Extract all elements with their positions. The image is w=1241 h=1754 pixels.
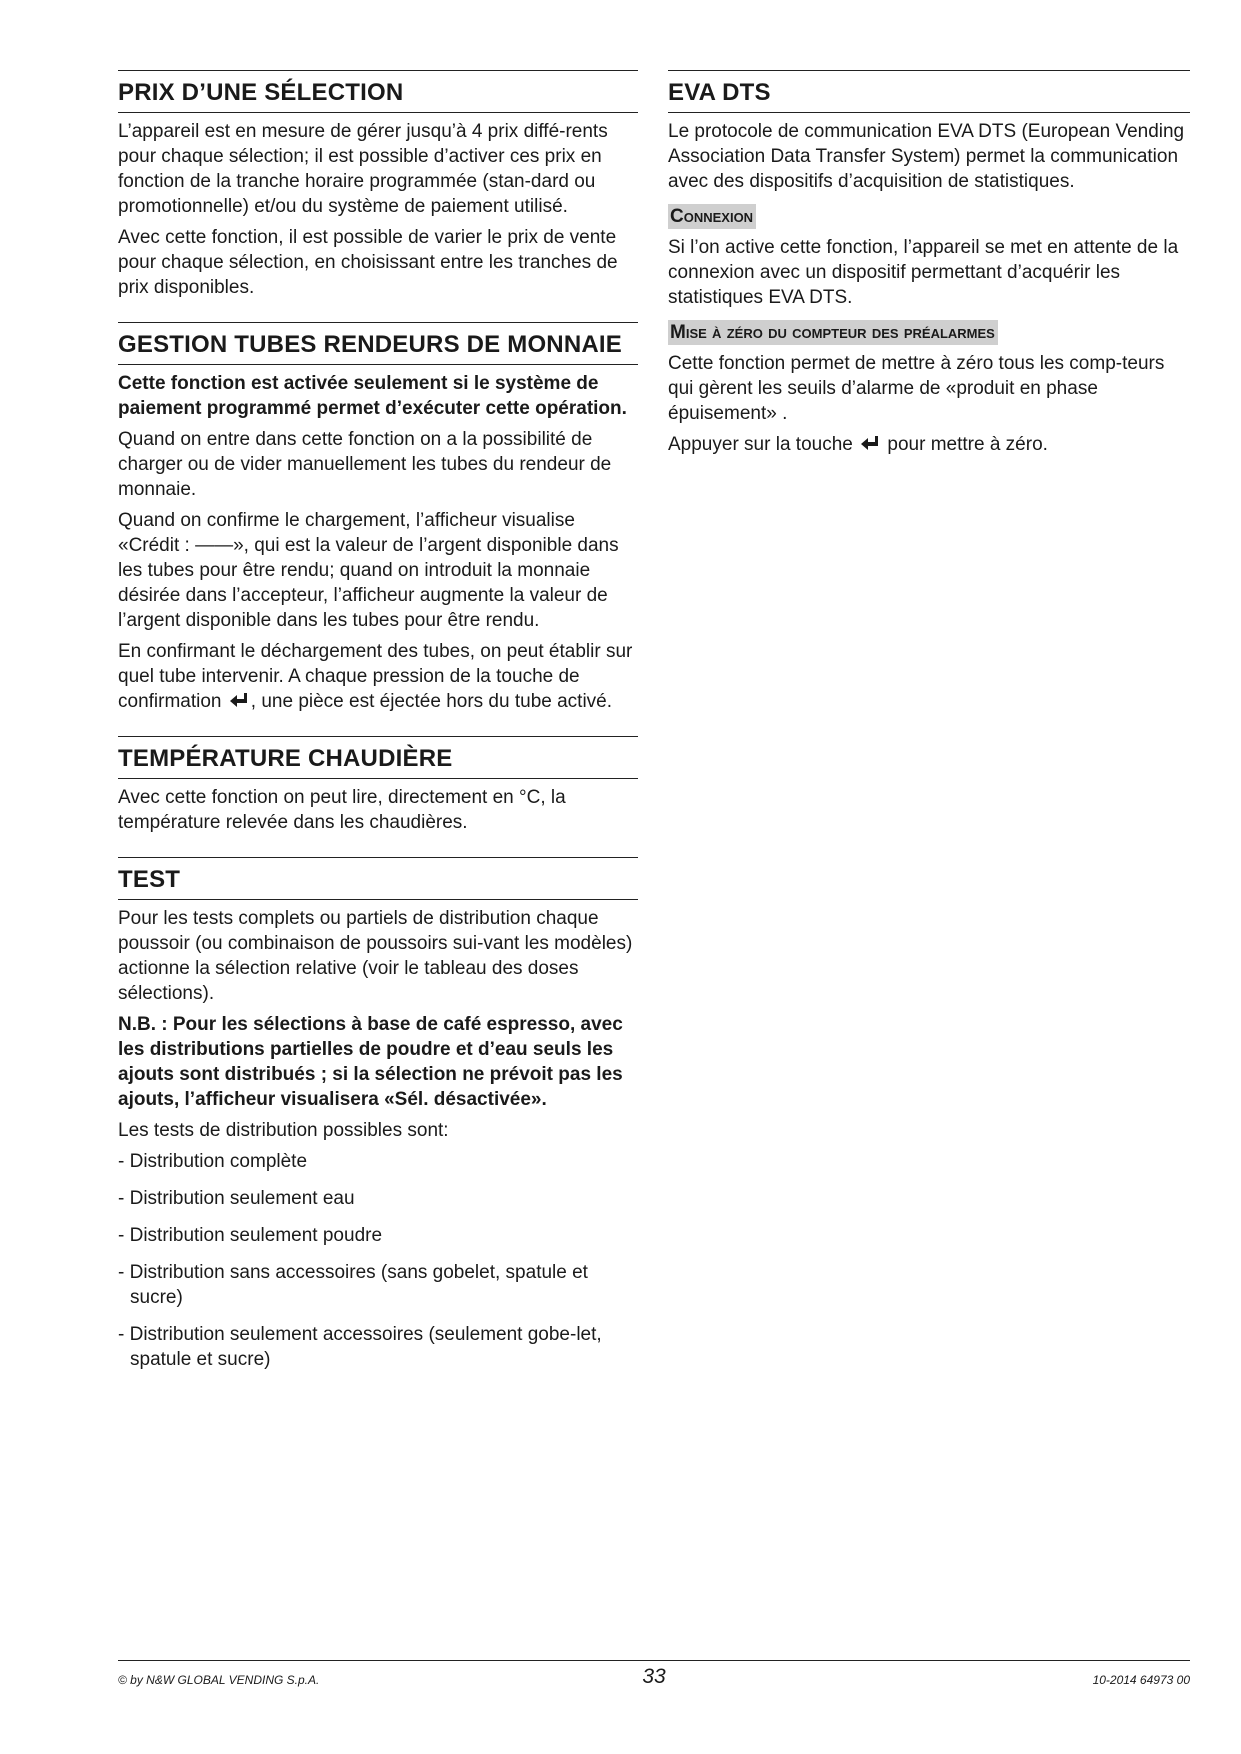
- paragraph: [668, 432, 1190, 457]
- list-item: - Distribution seulement accessoires (seulement gobe-let, spatule et sucre): [118, 1324, 602, 1370]
- left-column: [118, 70, 638, 1394]
- section-test: [118, 857, 638, 1372]
- section-eva: [668, 70, 1190, 457]
- heading-eva: EVA DTS: [668, 70, 1190, 113]
- heading-prix: PRIX D’UNE SÉLECTION: [118, 70, 638, 113]
- nb-note: N.B. : Pour les sélections à base de café espresso, avec les distributions partielles de poudre et d’eau seuls les ajouts sont distribués ; si la sélection ne prévoit pas les ajouts, l’afficheur visualisera «Sél. désactivée».: [118, 1014, 623, 1110]
- test-list: [118, 1149, 638, 1372]
- enter-key-icon: [860, 435, 880, 453]
- paragraph: Pour les tests complets ou partiels de distribution chaque poussoir (ou combinaison de poussoirs sui-vant les modèles) actionne la sélection relative (voir le tableau des doses sélections).: [118, 908, 633, 1004]
- page-number: 33: [642, 1665, 666, 1688]
- heading-test: TEST: [118, 857, 638, 900]
- paragraph: Avec cette fonction on peut lire, directement en °C, la température relevée dans les chaudières.: [118, 787, 566, 833]
- paragraph: Cette fonction permet de mettre à zéro tous les comp-teurs qui gèrent les seuils d’alarme de «produit en phase épuisement» .: [668, 353, 1165, 424]
- heading-temperature: TEMPÉRATURE CHAUDIÈRE: [118, 736, 638, 779]
- paragraph-text: , une pièce est éjectée hors du tube activé.: [250, 691, 613, 712]
- paragraph: Les tests de distribution possibles sont:: [118, 1120, 449, 1141]
- paragraph-text: Appuyer sur la touche: [668, 434, 853, 455]
- list-item: - Distribution sans accessoires (sans gobelet, spatule et sucre): [118, 1262, 588, 1308]
- heading-gestion: GESTION TUBES RENDEURS DE MONNAIE: [118, 322, 638, 365]
- page-footer: [118, 1660, 1190, 1697]
- subheading-mise-wrap: [668, 320, 1190, 345]
- section-gestion: [118, 322, 638, 714]
- list-item: - Distribution complète: [118, 1151, 308, 1172]
- section-temperature: [118, 736, 638, 835]
- paragraph: L’appareil est en mesure de gérer jusqu’à 4 prix diffé-rents pour chaque sélection; il est possible d’activer ces prix en fonction de la tranche horaire programmée (stan-dard ou promotionnelle) et/ou du système de paiement utilisé.: [118, 121, 608, 217]
- list-item: - Distribution seulement eau: [118, 1188, 355, 1209]
- paragraph: Le protocole de communication EVA DTS (European Vending Association Data Transfer System) permet la communication avec des dispositifs d’acquisition de statistiques.: [668, 121, 1185, 192]
- paragraph: Si l’on active cette fonction, l’appareil se met en attente de la connexion avec un dispositif permettant d’acquérir les statistiques EVA DTS.: [668, 237, 1179, 308]
- paragraph: Quand on entre dans cette fonction on a la possibilité de charger ou de vider manuellement les tubes du rendeur de monnaie.: [118, 429, 612, 500]
- footer-copyright: © by N&W GLOBAL VENDING S.p.A.: [118, 1673, 320, 1687]
- section-prix: [118, 70, 638, 300]
- document-code: 10-2014 64973 00: [1092, 1673, 1190, 1687]
- paragraph: Quand on confirme le chargement, l’afficheur visualise «Crédit : ——», qui est la valeur de l’argent disponible dans les tubes pour être rendu; quand on introduit la monnaie désirée dans l’accepteur, l’afficheur augmente la valeur de l’argent disponible dans les tubes pour être rendu.: [118, 510, 619, 631]
- paragraph-text: pour mettre à zéro.: [887, 434, 1048, 455]
- bold-note: Cette fonction est activée seulement si le système de paiement programmé permet d’exécuter cette opération.: [118, 373, 627, 419]
- enter-key-icon: [229, 692, 249, 710]
- paragraph: Avec cette fonction, il est possible de varier le prix de vente pour chaque sélection, en choisissant entre les tranches de prix disponibles.: [118, 227, 618, 298]
- subheading-connexion: Connexion: [668, 204, 756, 229]
- right-column: [668, 70, 1190, 479]
- subheading-mise-a-zero: Mise à zéro du compteur des préalarmes: [668, 320, 998, 345]
- paragraph-text: En confirmant le déchargement des tubes, on peut établir sur quel tube intervenir. A chaque pression de la touche de confirmation: [118, 641, 633, 712]
- paragraph: [118, 639, 638, 714]
- list-item: - Distribution seulement poudre: [118, 1225, 383, 1246]
- subheading-connexion-wrap: [668, 204, 1190, 229]
